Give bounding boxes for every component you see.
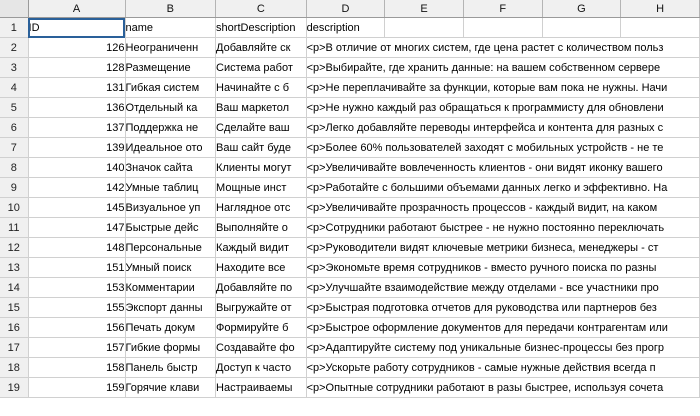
column-header-row[interactable] <box>0 0 700 18</box>
table-row[interactable] <box>0 238 700 258</box>
cell-text: Выгружайте от <box>216 301 292 314</box>
cell-b15[interactable] <box>125 298 216 318</box>
cell-text: 159 <box>106 381 125 394</box>
row-header-16[interactable]: 16 <box>0 318 28 338</box>
cell-a2[interactable] <box>28 38 125 58</box>
column-header-d[interactable]: D <box>306 0 385 18</box>
cell-text: <p>Экономьте время сотрудников - вместо ручного поиска по разны <box>306 261 657 274</box>
cell-d19[interactable] <box>306 378 699 398</box>
row-header-10[interactable]: 10 <box>0 198 28 218</box>
cell-text: <p>Более 60% пользователей заходят с мобильных устройств - не те <box>306 141 664 154</box>
cell-b11[interactable] <box>125 218 216 238</box>
cell-text: 136 <box>106 101 125 114</box>
row-header-17[interactable]: 17 <box>0 338 28 358</box>
cell-d14[interactable] <box>306 278 699 298</box>
cell-d10[interactable] <box>306 198 699 218</box>
cell-text: Каждый видит <box>216 241 290 254</box>
cell-text: 151 <box>106 261 125 274</box>
cell-c8[interactable] <box>216 158 307 178</box>
cell-a9[interactable] <box>28 178 125 198</box>
cell-b4[interactable] <box>125 78 216 98</box>
cell-text: Значок сайта <box>125 161 193 174</box>
column-header-b[interactable]: B <box>125 0 216 18</box>
cell-text: Добавляйте по <box>216 281 293 294</box>
cell-a11[interactable] <box>28 218 125 238</box>
row-header-18[interactable]: 18 <box>0 358 28 378</box>
cell-text: Панель быстр <box>125 361 198 374</box>
cell-text: 148 <box>106 241 125 254</box>
cell-c12[interactable] <box>216 238 307 258</box>
table-row[interactable] <box>0 98 700 118</box>
cell-text: <p>Улучшайте взаимодействие между отделами - все участники про <box>306 281 659 294</box>
cell-text: Отдельный ка <box>125 101 198 114</box>
cell-text: description <box>306 21 360 34</box>
cell-d9[interactable] <box>306 178 699 198</box>
cell-c17[interactable] <box>216 338 307 358</box>
cell-a18[interactable] <box>28 358 125 378</box>
cell-text: 145 <box>106 201 125 214</box>
row-header-3[interactable]: 3 <box>0 58 28 78</box>
cell-text: Персональные <box>125 241 202 254</box>
cell-text: Экспорт данны <box>125 301 203 314</box>
cell-text: <p>Адаптируйте систему под уникальные бизнес-процессы без прогр <box>306 341 664 354</box>
table-row[interactable] <box>0 338 700 358</box>
cell-text: 128 <box>106 61 125 74</box>
cell-b7[interactable] <box>125 138 216 158</box>
cell-c3[interactable] <box>216 58 307 78</box>
cell-text: Ваш маркетол <box>216 101 290 114</box>
cell-text: <p>Увеличивайте вовлеченность клиентов - они видят иконку вашего <box>306 161 663 174</box>
cell-text: Идеальное ото <box>125 141 203 154</box>
cell-text: Поддержка не <box>125 121 199 134</box>
table-row[interactable] <box>0 158 700 178</box>
cell-text: Добавляйте ск <box>216 41 291 54</box>
cell-text: Система работ <box>216 61 293 74</box>
row-header-15[interactable]: 15 <box>0 298 28 318</box>
cell-c15[interactable] <box>216 298 307 318</box>
cell-text: <p>Ускорьте работу сотрудников - самые нужные действия всегда п <box>306 361 656 374</box>
table-row[interactable] <box>0 258 700 278</box>
table-row[interactable] <box>0 78 700 98</box>
cell-e1[interactable] <box>385 18 464 38</box>
table-row[interactable] <box>0 358 700 378</box>
cell-text: Клиенты могут <box>216 161 292 174</box>
cell-text: ID <box>28 21 40 34</box>
cell-b1[interactable] <box>125 18 216 38</box>
cell-d16[interactable] <box>306 318 699 338</box>
cell-text: Комментарии <box>125 281 195 294</box>
cell-text: 153 <box>106 281 125 294</box>
cell-d1[interactable] <box>306 18 385 38</box>
cell-a7[interactable] <box>28 138 125 158</box>
cell-c14[interactable] <box>216 278 307 298</box>
cell-a5[interactable] <box>28 98 125 118</box>
cell-text: Выполняйте о <box>216 221 288 234</box>
cell-d11[interactable] <box>306 218 699 238</box>
cell-text: <p>В отличие от многих систем, где цена растет с количеством польз <box>306 41 664 54</box>
table-row[interactable] <box>0 58 700 78</box>
cell-b3[interactable] <box>125 58 216 78</box>
column-header-h[interactable]: H <box>621 0 700 18</box>
cell-d8[interactable] <box>306 158 699 178</box>
column-header-g[interactable]: G <box>542 0 621 18</box>
row-header-11[interactable]: 11 <box>0 218 28 238</box>
column-header-f[interactable]: F <box>463 0 542 18</box>
cell-b14[interactable] <box>125 278 216 298</box>
cell-a15[interactable] <box>28 298 125 318</box>
table-row[interactable] <box>0 178 700 198</box>
cell-a14[interactable] <box>28 278 125 298</box>
cell-a6[interactable] <box>28 118 125 138</box>
cell-b9[interactable] <box>125 178 216 198</box>
cell-d17[interactable] <box>306 338 699 358</box>
row-header-5[interactable]: 5 <box>0 98 28 118</box>
cell-text: 126 <box>106 41 125 54</box>
row-header-6[interactable]: 6 <box>0 118 28 138</box>
cell-a1[interactable] <box>28 18 125 38</box>
column-header-a[interactable]: A <box>28 0 125 18</box>
cell-text: <p>Быстрая подготовка отчетов для руководства или партнеров без <box>306 301 657 314</box>
cell-a8[interactable] <box>28 158 125 178</box>
cell-b13[interactable] <box>125 258 216 278</box>
cell-b6[interactable] <box>125 118 216 138</box>
cell-d7[interactable] <box>306 138 699 158</box>
cell-c13[interactable] <box>216 258 307 278</box>
cell-c19[interactable] <box>216 378 307 398</box>
cell-d18[interactable] <box>306 358 699 378</box>
cell-text: Печать докум <box>125 321 196 334</box>
cell-b19[interactable] <box>125 378 216 398</box>
table-row[interactable] <box>0 378 700 398</box>
cell-c11[interactable] <box>216 218 307 238</box>
cell-text: 140 <box>106 161 125 174</box>
cell-b8[interactable] <box>125 158 216 178</box>
row-header-19[interactable]: 19 <box>0 378 28 398</box>
cell-c7[interactable] <box>216 138 307 158</box>
cell-text: Наглядное отс <box>216 201 291 214</box>
table-row[interactable] <box>0 138 700 158</box>
cell-text: 155 <box>106 301 125 314</box>
cell-d13[interactable] <box>306 258 699 278</box>
cell-text: Формируйте б <box>216 321 289 334</box>
cell-c6[interactable] <box>216 118 307 138</box>
cell-c5[interactable] <box>216 98 307 118</box>
row-header-4[interactable]: 4 <box>0 78 28 98</box>
cell-text: 147 <box>106 221 125 234</box>
cell-c16[interactable] <box>216 318 307 338</box>
cell-text: <p>Руководители видят ключевые метрики бизнеса, менеджеры - ст <box>306 241 659 254</box>
table-row[interactable] <box>0 218 700 238</box>
cell-text: 139 <box>106 141 125 154</box>
cell-b10[interactable] <box>125 198 216 218</box>
row-header-12[interactable]: 12 <box>0 238 28 258</box>
cell-h1[interactable] <box>621 18 700 38</box>
cell-text: Умные таблиц <box>125 181 199 194</box>
cell-c1[interactable] <box>216 18 307 38</box>
cell-text: 137 <box>106 121 125 134</box>
cell-text: 142 <box>106 181 125 194</box>
cell-b5[interactable] <box>125 98 216 118</box>
cell-g1[interactable] <box>542 18 621 38</box>
cell-text: Ваш сайт буде <box>216 141 291 154</box>
cell-d12[interactable] <box>306 238 699 258</box>
table-row[interactable] <box>0 278 700 298</box>
cell-d15[interactable] <box>306 298 699 318</box>
table-row[interactable] <box>0 38 700 58</box>
cell-b2[interactable] <box>125 38 216 58</box>
cell-c18[interactable] <box>216 358 307 378</box>
row-header-2[interactable]: 2 <box>0 38 28 58</box>
row-header-13[interactable]: 13 <box>0 258 28 278</box>
cell-b17[interactable] <box>125 338 216 358</box>
cell-text: name <box>125 21 154 34</box>
cell-text: Находите все <box>216 261 286 274</box>
cell-b18[interactable] <box>125 358 216 378</box>
cell-b16[interactable] <box>125 318 216 338</box>
cell-c2[interactable] <box>216 38 307 58</box>
table-row[interactable] <box>0 298 700 318</box>
cell-d5[interactable] <box>306 98 699 118</box>
table-row[interactable] <box>0 198 700 218</box>
cell-text: shortDescription <box>216 21 296 34</box>
cell-c4[interactable] <box>216 78 307 98</box>
cell-text: <p>Выбирайте, где хранить данные: на вашем собственном сервере <box>306 61 661 74</box>
table-row[interactable] <box>0 118 700 138</box>
cell-text: Начинайте с б <box>216 81 290 94</box>
row-header-7[interactable]: 7 <box>0 138 28 158</box>
cell-text: 131 <box>106 81 125 94</box>
cell-text: Гибкая систем <box>125 81 200 94</box>
cell-a3[interactable] <box>28 58 125 78</box>
cell-text: Мощные инст <box>216 181 287 194</box>
cell-text: 157 <box>106 341 125 354</box>
cell-b12[interactable] <box>125 238 216 258</box>
column-header-e[interactable]: E <box>385 0 464 18</box>
cell-a12[interactable] <box>28 238 125 258</box>
cell-text: Настраиваемы <box>216 381 293 394</box>
row-header-9[interactable]: 9 <box>0 178 28 198</box>
cell-text: Сделайте ваш <box>216 121 290 134</box>
cell-a4[interactable] <box>28 78 125 98</box>
cell-c10[interactable] <box>216 198 307 218</box>
cell-text: <p>Не нужно каждый раз обращаться к программисту для обновлени <box>306 101 664 114</box>
cell-text: <p>Легко добавляйте переводы интерфейса и контента для разных с <box>306 121 664 134</box>
cell-text: Создавайте фо <box>216 341 295 354</box>
cell-text: <p>Работайте с большими объемами данных легко и эффективно. На <box>306 181 668 194</box>
cell-text: Доступ к часто <box>216 361 292 374</box>
table-row[interactable] <box>0 318 700 338</box>
row-header-8[interactable]: 8 <box>0 158 28 178</box>
cell-f1[interactable] <box>463 18 542 38</box>
cell-text: <p>Увеличивайте прозрачность процессов - каждый видит, на каком <box>306 201 658 214</box>
cell-text: <p>Сотрудники работают быстрее - не нужно постоянно переключать <box>306 221 665 234</box>
cell-a19[interactable] <box>28 378 125 398</box>
cell-text: Гибкие формы <box>125 341 201 354</box>
column-header-c[interactable]: C <box>216 0 307 18</box>
cell-d3[interactable] <box>306 58 699 78</box>
cell-text: Размещение <box>125 61 191 74</box>
cell-a13[interactable] <box>28 258 125 278</box>
cell-text: Умный поиск <box>125 261 192 274</box>
row-header-1[interactable]: 1 <box>0 18 28 38</box>
cell-a10[interactable] <box>28 198 125 218</box>
cell-text: 158 <box>106 361 125 374</box>
cell-text: 156 <box>106 321 125 334</box>
select-all-corner[interactable] <box>0 0 28 18</box>
cell-text: <p>Быстрое оформление документов для передачи контрагентам или <box>306 321 668 334</box>
table-row[interactable] <box>0 18 700 38</box>
cell-text: Визуальное уп <box>125 201 201 214</box>
row-header-14[interactable]: 14 <box>0 278 28 298</box>
cell-text: Неограниченн <box>125 41 199 54</box>
cell-text: <p>Опытные сотрудники работают в разы быстрее, используя сочета <box>306 381 664 394</box>
cell-text: Горячие клави <box>125 381 200 394</box>
cell-d4[interactable] <box>306 78 699 98</box>
cell-d2[interactable] <box>306 38 699 58</box>
cell-a16[interactable] <box>28 318 125 338</box>
cell-d6[interactable] <box>306 118 699 138</box>
cell-a17[interactable] <box>28 338 125 358</box>
cell-text: <p>Не переплачивайте за функции, которые вам пока не нужны. Начи <box>306 81 668 94</box>
cell-text: Быстрые дейс <box>125 221 199 234</box>
cell-c9[interactable] <box>216 178 307 198</box>
